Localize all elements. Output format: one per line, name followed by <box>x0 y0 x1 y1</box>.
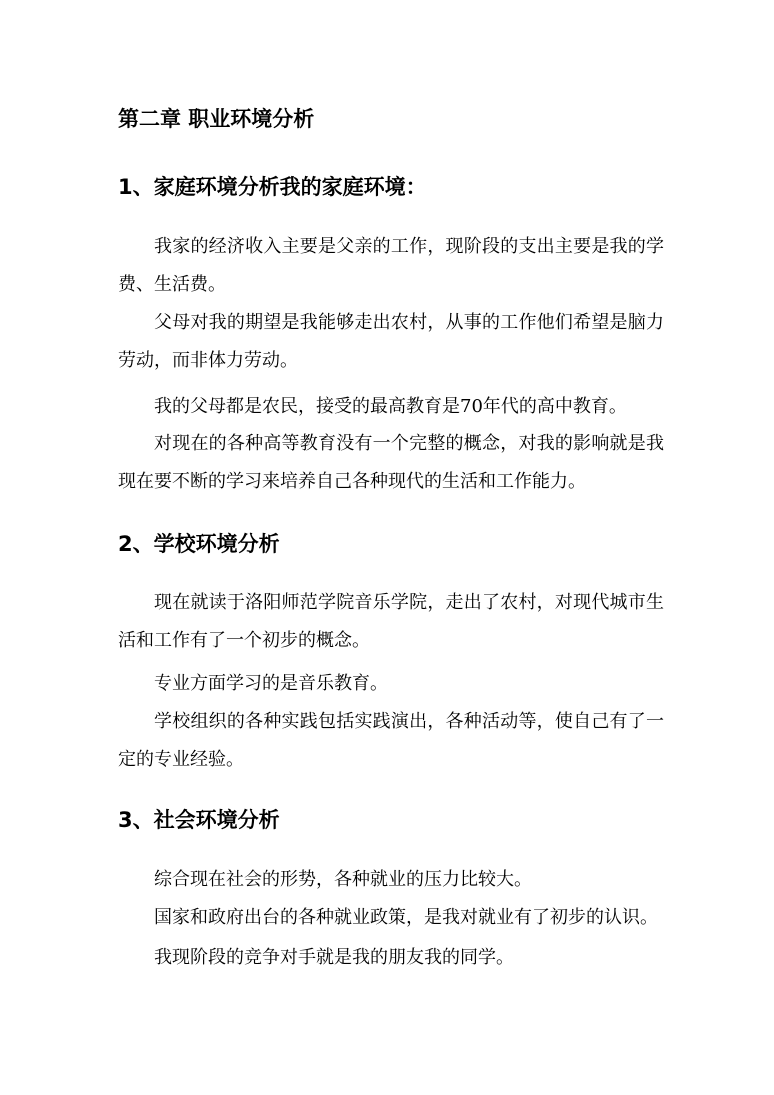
school-paragraph-study: 现在就读于洛阳师范学院音乐学院，走出了农村，对现代城市生活和工作有了一个初步的概念。 <box>118 592 664 651</box>
society-paragraph-competition: 我现阶段的竞争对手就是我的朋友我的同学。 <box>154 947 514 968</box>
family-paragraph-parents: 我的父母都是农民，接受的最高教育是70年代的高中教育。 <box>154 396 627 417</box>
family-paragraph-income: 我家的经济收入主要是父亲的工作，现阶段的支出主要是我的学费、生活费。 <box>118 236 664 295</box>
section-heading-society: 3、社会环境分析 <box>118 808 280 832</box>
family-paragraph-expectation: 父母对我的期望是我能够走出农村，从事的工作他们希望是脑力劳动，而非体力劳动。 <box>118 312 664 371</box>
family-paragraph-impact: 对现在的各种高等教育没有一个完整的概念，对我的影响就是我现在要不断的学习来培养自己各种现代的生活和工作能力。 <box>118 433 664 492</box>
society-paragraph-pressure: 综合现在社会的形势，各种就业的压力比较大。 <box>154 869 532 890</box>
section-heading-school: 2、学校环境分析 <box>118 532 280 556</box>
school-paragraph-practice: 学校组织的各种实践包括实践演出，各种活动等，使自己有了一定的专业经验。 <box>118 711 664 770</box>
section-heading-family: 1、家庭环境分析我的家庭环境： <box>118 175 427 199</box>
school-paragraph-major: 专业方面学习的是音乐教育。 <box>154 673 388 694</box>
chapter-title: 第二章 职业环境分析 <box>118 107 315 131</box>
society-paragraph-policy: 国家和政府出台的各种就业政策，是我对就业有了初步的认识。 <box>154 907 658 928</box>
